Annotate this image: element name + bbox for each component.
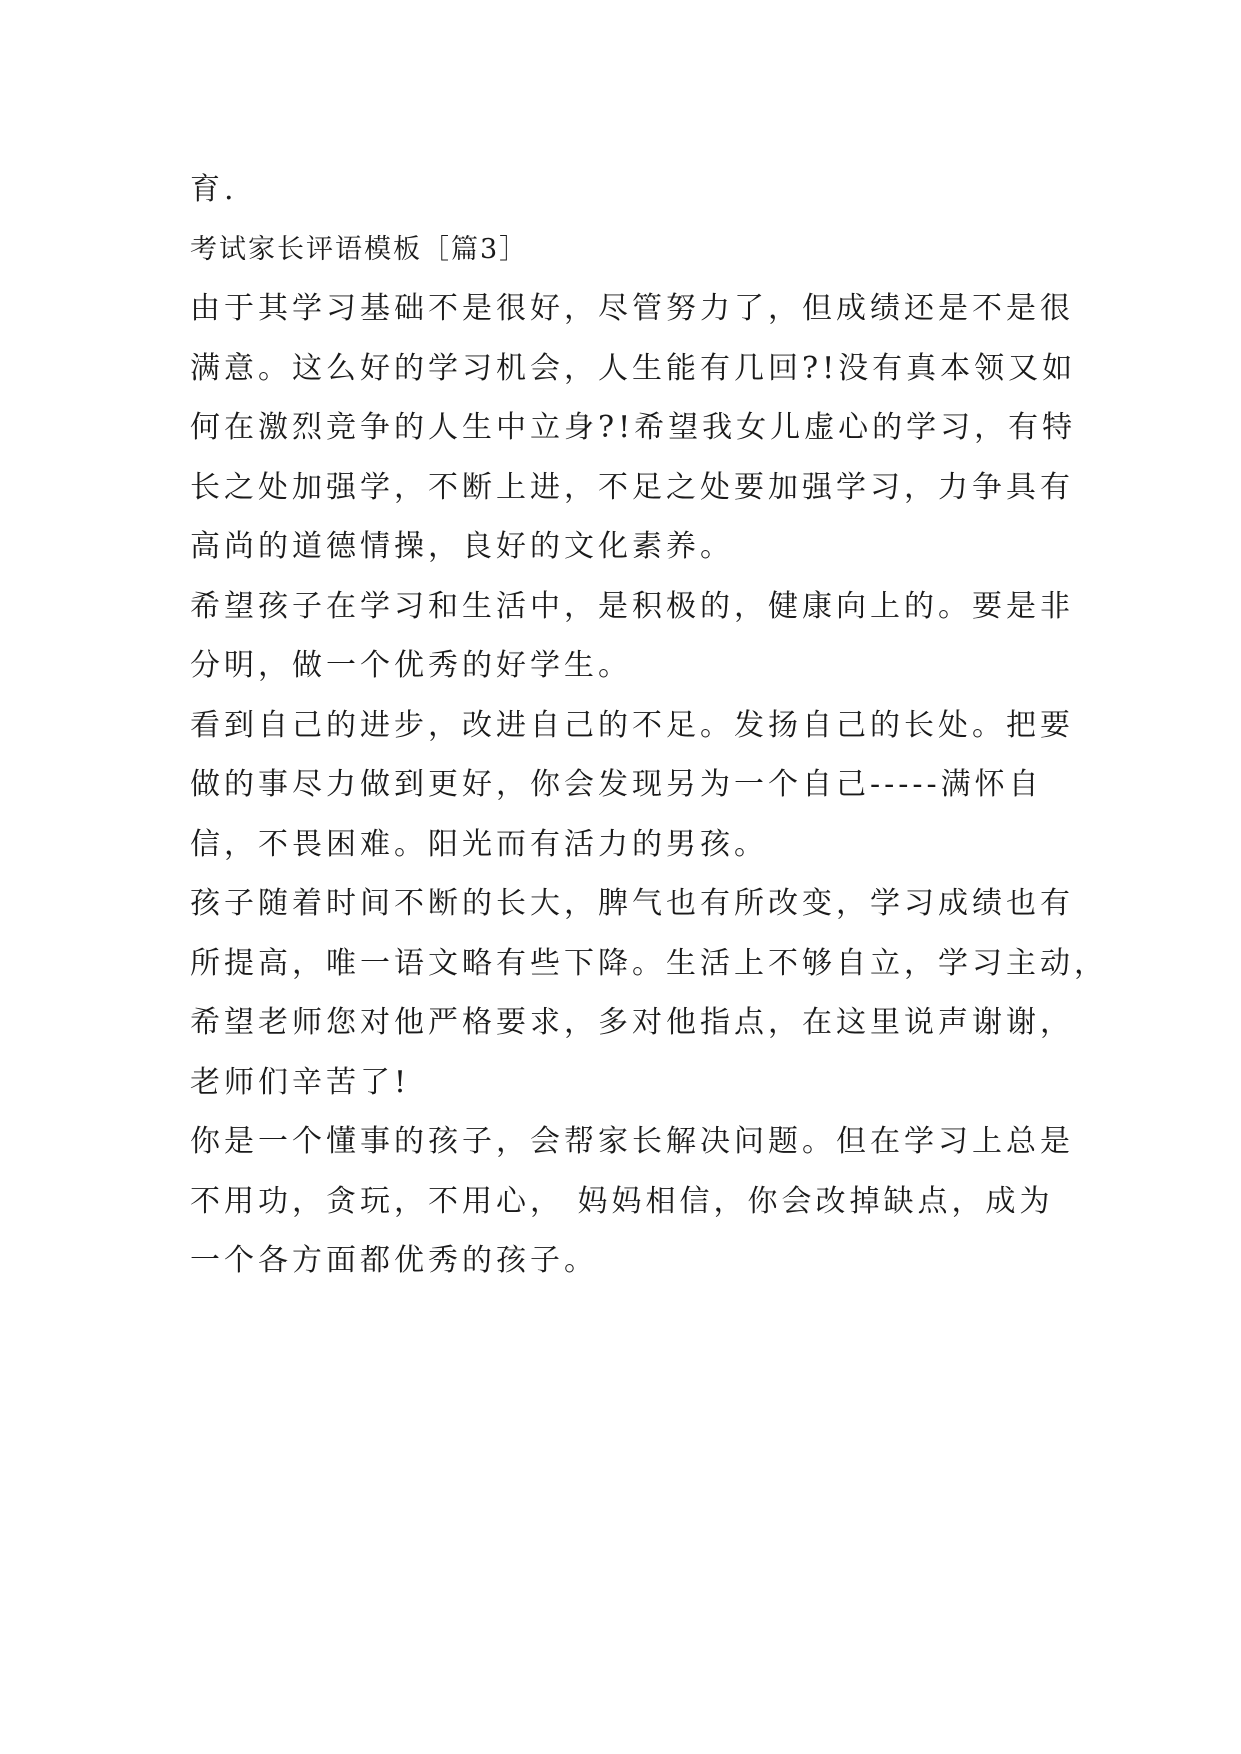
text-line: 满意。这么好的学习机会，人生能有几回?!没有真本领又如	[190, 350, 1077, 386]
text-line: 分明，做一个优秀的好学生。	[190, 648, 632, 683]
text-line: 做的事尽力做到更好，你会发现另为一个自己-----满怀自	[190, 767, 1043, 802]
text-line: 所提高，唯一语文略有些下降。生活上不够自立，学习主动，	[190, 945, 1108, 981]
text-line: 由于其学习基础不是很好，尽管努力了，但成绩还是不是很	[190, 291, 1074, 326]
text-line: 何在激烈竞争的人生中立身?!希望我女儿虚心的学习，有特	[190, 410, 1077, 445]
text-line: 希望老师您对他严格要求，多对他指点，在这里说声谢谢，	[190, 1005, 1074, 1040]
text-line: 希望孩子在学习和生活中，是积极的，健康向上的。要是非	[190, 588, 1074, 624]
document-body	[190, 160, 1108, 1291]
text-line: 育.	[190, 172, 238, 207]
text-line: 一个各方面都优秀的孩子。	[190, 1243, 598, 1278]
text-line: 信，不畏困难。阳光而有活力的男孩。	[190, 826, 768, 862]
text-line: 你是一个懂事的孩子，会帮家长解决问题。但在学习上总是	[190, 1124, 1074, 1159]
text-line: 孩子随着时间不断的长大，脾气也有所改变，学习成绩也有	[190, 886, 1074, 921]
text-line: 长之处加强学，不断上进，不足之处要加强学习，力争具有	[190, 469, 1074, 505]
text-line: 看到自己的进步，改进自己的不足。发扬自己的长处。把要	[190, 707, 1074, 743]
section-heading: 考试家长评语模板［篇3］	[190, 233, 529, 265]
text-line: 不用功，贪玩，不用心， 妈妈相信，你会改掉缺点，成为	[190, 1183, 1054, 1219]
text-line: 高尚的道德情操，良好的文化素养。	[190, 529, 734, 564]
text-line: 老师们辛苦了!	[190, 1064, 411, 1100]
